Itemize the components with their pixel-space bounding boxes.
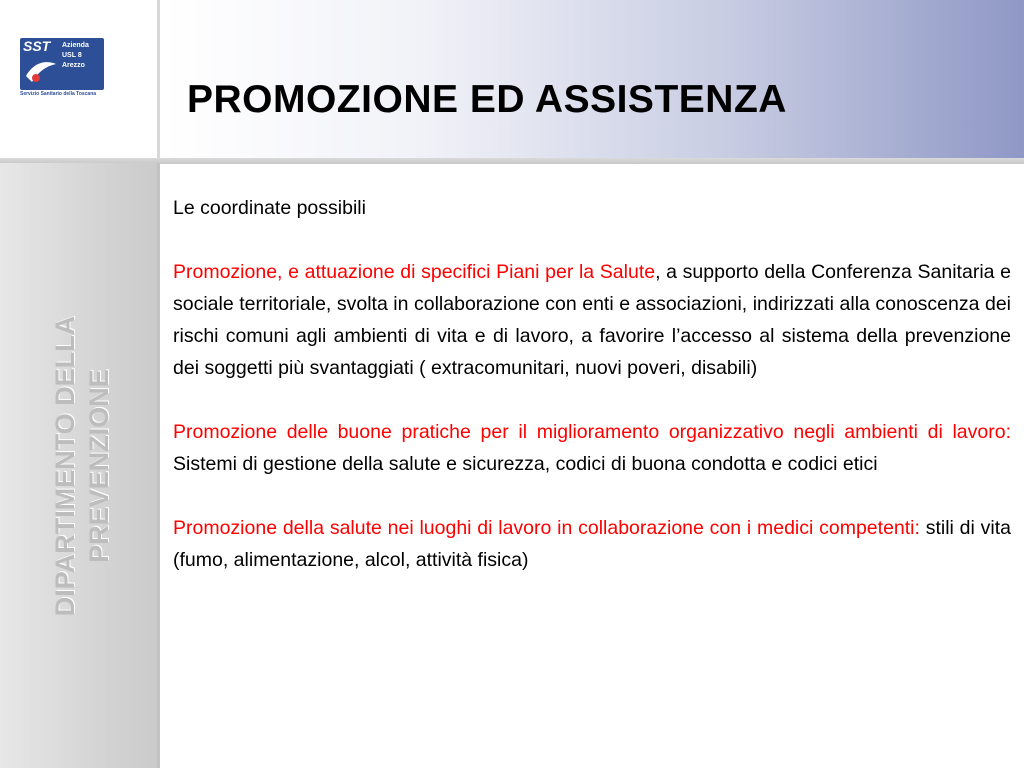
- paragraph-2: [173, 416, 1011, 480]
- paragraph-2-highlight: Promozione delle buone pratiche per il miglioramento organizzativo negli ambienti di lavoro:: [173, 421, 1011, 443]
- logo-org-line1: Azienda: [62, 42, 89, 49]
- sst-logo: [20, 38, 104, 90]
- spacer: [173, 480, 1011, 512]
- logo-area: [0, 0, 160, 160]
- logo-swoosh-icon: [24, 56, 58, 84]
- paragraph-1-highlight: Promozione, e attuazione di specifici Piani per la Salute: [173, 261, 656, 283]
- paragraph-1-text: , a supporto della Conferenza Sanitaria e sociale territoriale, svolta in collaborazione con enti e associazioni, indirizzati alla conoscenza dei rischi comuni agli ambienti di vita e di lavoro, a favorire l’accesso al sistema della prevenzione dei soggetti più svantaggiati ( extracomunitari, nuovi poveri, disabili): [173, 261, 1011, 379]
- sidebar-line-2: PREVENZIONE: [84, 369, 114, 563]
- logo-org-line3: Arezzo: [62, 62, 85, 69]
- paragraph-3-text: stili di vita (fumo, alimentazione, alcol, attività fisica): [173, 517, 1011, 571]
- spacer: [173, 224, 1011, 256]
- logo-caption: Servizio Sanitario della Toscana: [20, 91, 97, 97]
- sidebar-department-label: [48, 316, 116, 617]
- logo-org-line2: USL 8: [62, 52, 82, 59]
- spacer: [173, 384, 1011, 416]
- logo-org: [62, 41, 89, 71]
- slide-body: [173, 192, 1011, 576]
- intro-heading: Le coordinate possibili: [173, 197, 366, 219]
- paragraph-2-text: Sistemi di gestione della salute e sicurezza, codici di buona condotta e codici etici: [173, 453, 878, 475]
- paragraph-1: [173, 256, 1011, 384]
- paragraph-3: [173, 512, 1011, 576]
- page-title: PROMOZIONE ED ASSISTENZA: [187, 78, 787, 122]
- sidebar-line-1: DIPARTIMENTO DELLA: [50, 315, 80, 617]
- paragraph-3-highlight: Promozione della salute nei luoghi di lavoro in collaborazione con i medici competenti:: [173, 517, 920, 539]
- logo-mark: SST: [23, 38, 51, 54]
